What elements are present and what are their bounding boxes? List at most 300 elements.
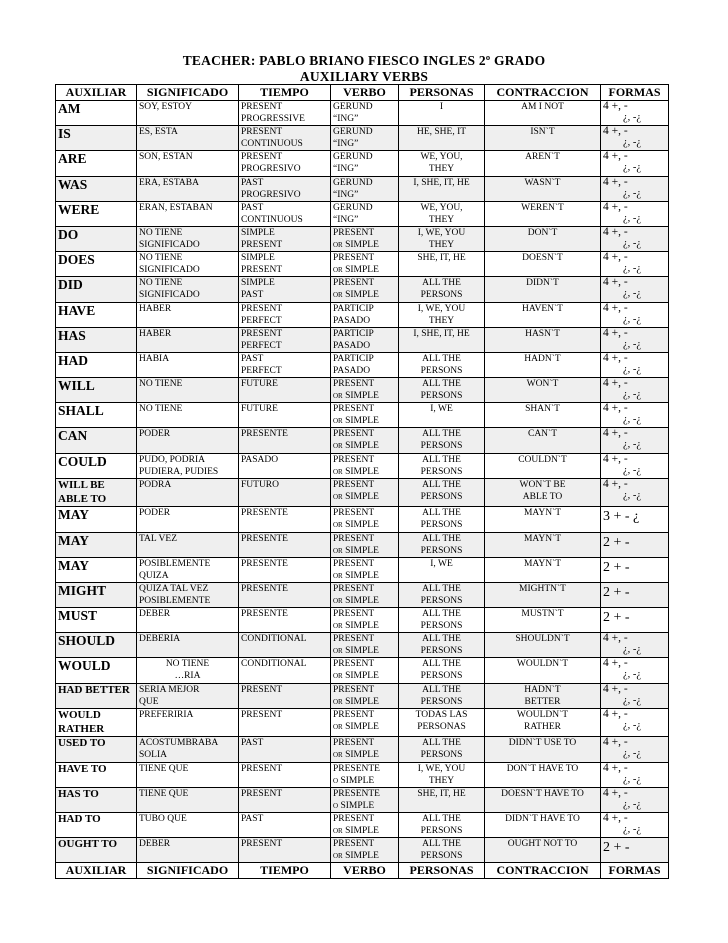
formas-cell-line: 4 +, - (603, 176, 628, 188)
formas-cell (601, 352, 669, 377)
formas-cell-line: ¿, -¿ (623, 313, 642, 325)
contraccion-cell (485, 812, 601, 837)
formas-cell (601, 812, 669, 837)
formas-cell (601, 428, 669, 453)
contraccion-cell (485, 708, 601, 737)
tiempo-cell (239, 101, 331, 126)
significado-cell-line: SON, ESTAN (139, 152, 193, 163)
significado-cell-line: DEBER (139, 609, 171, 620)
formas-cell-line: ¿, -¿ (623, 263, 642, 275)
significado-cell (137, 683, 239, 708)
personas-cell-line: PERSONAS (417, 721, 466, 732)
formas-cell-line: 4 +, - (603, 226, 628, 238)
contraccion-cell (485, 352, 601, 377)
formas-cell (601, 327, 669, 352)
formas-cell-line: ¿, -¿ (623, 669, 642, 681)
tiempo-cell (239, 683, 331, 708)
personas-cell (399, 176, 485, 201)
personas-cell-line: ALL THE (422, 479, 461, 490)
tiempo-cell-line: PAST (241, 202, 264, 213)
formas-cell-line: 4 +, - (603, 150, 628, 163)
significado-cell-line: ERA, ESTABA (139, 177, 199, 188)
significado-cell-line: NO TIENE (139, 404, 183, 415)
contraccion-cell-line: MAYN`T (523, 508, 562, 519)
auxiliar-cell: HAVE TO (56, 762, 137, 787)
tiempo-cell-line: PAST (241, 738, 264, 749)
significado-cell-line: SERIA MEJOR (139, 684, 200, 695)
formas-cell-line: 4 +, - (603, 352, 628, 364)
column-footer: AUXILIAR (56, 863, 137, 879)
verbo-cell-line: PRESENT (333, 839, 375, 850)
formas-cell (601, 226, 669, 251)
formas-cell-line: ¿, -¿ (623, 464, 642, 476)
tiempo-cell (239, 277, 331, 302)
verbo-cell-line: PASADO (333, 365, 371, 376)
contraccion-cell (485, 478, 601, 507)
contraccion-cell (485, 608, 601, 633)
column-footer: PERSONAS (399, 863, 485, 879)
contraccion-cell (485, 277, 601, 302)
formas-cell (601, 151, 669, 176)
significado-cell-line: TUBO QUE (139, 813, 187, 824)
personas-cell-line: ALL THE (422, 813, 461, 824)
tiempo-cell (239, 557, 331, 582)
verbo-cell (331, 151, 399, 176)
formas-cell-line: ¿, -¿ (623, 212, 642, 224)
significado-cell (137, 151, 239, 176)
significado-cell-line: SIGNIFICADO (139, 265, 200, 276)
personas-cell-line: SHE, IT, HE (417, 253, 466, 264)
auxiliar-cell: WERE (56, 201, 137, 226)
tiempo-cell-line: PRESENT (241, 328, 283, 339)
formas-cell-line: 2 + - (603, 610, 630, 626)
significado-cell (137, 277, 239, 302)
significado-cell (137, 101, 239, 126)
contraccion-cell (485, 151, 601, 176)
formas-cell-line: ¿, -¿ (623, 798, 642, 810)
personas-cell-line: ALL THE (422, 583, 461, 594)
table-row (56, 226, 669, 251)
auxiliar-cell: AM (56, 101, 137, 126)
personas-cell (399, 633, 485, 658)
formas-cell-line: 4 +, - (603, 708, 628, 720)
verbo-cell-line: O SIMPLE (333, 775, 375, 786)
verbo-cell (331, 428, 399, 453)
personas-cell-line: ALL THE (422, 278, 461, 289)
significado-cell (137, 557, 239, 582)
verbo-cell (331, 252, 399, 277)
verbo-cell (331, 403, 399, 428)
personas-cell (399, 327, 485, 352)
personas-cell (399, 428, 485, 453)
personas-cell (399, 507, 485, 532)
personas-cell-line: I, SHE, IT, HE (413, 328, 470, 339)
verbo-cell-line: GERUND (333, 152, 373, 163)
formas-cell (601, 582, 669, 607)
formas-cell (601, 176, 669, 201)
table-row (56, 708, 669, 737)
verbo-cell (331, 478, 399, 507)
personas-cell-line: ALL THE (422, 684, 461, 695)
tiempo-cell-line: PRESENTE (241, 533, 288, 544)
column-footer: TIEMPO (239, 863, 331, 879)
formas-cell-line: 4 +, - (603, 762, 628, 774)
contraccion-cell-line: WEREN`T (521, 202, 564, 213)
personas-cell-line: I, WE (430, 404, 453, 415)
verbo-cell (331, 352, 399, 377)
verbo-cell-line: OR SIMPLE (333, 750, 379, 761)
formas-cell-line: 4 +, - (603, 478, 628, 490)
contraccion-cell (485, 302, 601, 327)
document-subtitle: AUXILIARY VERBS (299, 69, 429, 84)
significado-cell (137, 838, 239, 863)
personas-cell (399, 453, 485, 478)
verbo-cell-line: OR SIMPLE (333, 851, 379, 862)
contraccion-cell-line: AM I NOT (521, 102, 564, 112)
formas-cell (601, 557, 669, 582)
verbo-cell (331, 453, 399, 478)
personas-cell (399, 226, 485, 251)
tiempo-cell-line: PRESENT (241, 102, 283, 112)
tiempo-cell-line: PRESENT (241, 684, 283, 695)
formas-cell-line: 4 +, - (603, 736, 628, 749)
tiempo-cell (239, 658, 331, 683)
tiempo-cell (239, 507, 331, 532)
verbo-cell-line: PARTICIP (333, 303, 374, 314)
significado-cell-line: NO TIENE (139, 278, 183, 289)
table-row (56, 633, 669, 658)
personas-cell-line: THEY (428, 315, 455, 326)
personas-cell-line: PERSONS (420, 696, 463, 707)
contraccion-cell-line: OUGHT NOT TO (507, 839, 578, 850)
formas-cell (601, 378, 669, 403)
table-row (56, 582, 669, 607)
table-row (56, 302, 669, 327)
contraccion-cell (485, 683, 601, 708)
personas-cell (399, 762, 485, 787)
auxiliar-cell: DO (56, 226, 137, 251)
verbo-cell-line: PRESENT (333, 738, 375, 749)
verbo-cell (331, 633, 399, 658)
personas-cell-line: PERSONS (420, 491, 463, 502)
table-row (56, 838, 669, 863)
table-row (56, 428, 669, 453)
verbo-cell (331, 737, 399, 762)
contraccion-cell-line: HADN`T (524, 353, 561, 364)
auxiliary-verbs-table (55, 84, 669, 879)
verbo-cell-line: PARTICIP (333, 328, 374, 339)
verbo-cell-line: OR SIMPLE (333, 520, 379, 531)
significado-cell-line: PUDO, PODRIA (139, 454, 205, 465)
column-footer: FORMAS (601, 863, 669, 879)
tiempo-cell (239, 812, 331, 837)
auxiliar-cell: IS (56, 126, 137, 151)
significado-cell (137, 201, 239, 226)
formas-cell-line: 4 +, - (603, 657, 628, 670)
significado-cell-line: HABER (139, 328, 172, 339)
verbo-cell-line: PRESENT (333, 533, 375, 544)
tiempo-cell-line: PERFECT (241, 365, 282, 376)
verbo-cell (331, 683, 399, 708)
tiempo-cell (239, 176, 331, 201)
verbo-cell (331, 787, 399, 812)
tiempo-cell-line: PASADO (241, 454, 279, 465)
significado-cell (137, 478, 239, 507)
personas-cell-line: ALL THE (422, 454, 461, 465)
verbo-cell-line: PRESENT (333, 253, 375, 264)
column-header: AUXILIAR (56, 85, 137, 101)
formas-cell-line: 2 + - (603, 840, 630, 856)
contraccion-cell-line: COULDN`T (518, 454, 567, 465)
column-footer: SIGNIFICADO (137, 863, 239, 879)
tiempo-cell (239, 838, 331, 863)
significado-cell-line: PUDIERA, PUDIES (139, 466, 219, 477)
tiempo-cell-line: PERFECT (241, 315, 282, 326)
personas-cell (399, 708, 485, 737)
tiempo-cell-line: CONDITIONAL (241, 659, 307, 670)
table-row (56, 812, 669, 837)
personas-cell-line: PERSONS (420, 671, 463, 682)
significado-cell (137, 787, 239, 812)
formas-cell-line: ¿, -¿ (623, 644, 642, 656)
formas-cell (601, 762, 669, 787)
table-row (56, 507, 669, 532)
tiempo-cell (239, 201, 331, 226)
formas-cell-line: 4 +, - (603, 402, 628, 415)
verbo-cell-line: OR SIMPLE (333, 441, 379, 452)
personas-cell-line: SHE, IT, HE (417, 788, 466, 799)
auxiliar-cell: DOES (56, 252, 137, 277)
contraccion-cell (485, 403, 601, 428)
verbo-cell (331, 557, 399, 582)
significado-cell-line: ES, ESTA (139, 127, 178, 138)
verbo-cell-line: PRESENT (333, 508, 375, 519)
significado-cell-line: POSIBLEMENTE (139, 595, 211, 606)
auxiliar-cell: SHALL (56, 403, 137, 428)
verbo-cell-line: OR SIMPLE (333, 239, 379, 250)
tiempo-cell-line: PRESENT (241, 763, 283, 774)
contraccion-cell-line: DON`T (527, 227, 558, 238)
personas-cell (399, 658, 485, 683)
column-footer: VERBO (331, 863, 399, 879)
significado-cell (137, 378, 239, 403)
verbo-cell-line: OR SIMPLE (333, 290, 379, 301)
formas-cell (601, 787, 669, 812)
contraccion-cell-line: HADN`T (524, 684, 561, 695)
personas-cell-line: PERSONS (420, 595, 463, 606)
tiempo-cell-line: PROGRESIVO (241, 189, 301, 200)
tiempo-cell-line: PRESENT (241, 265, 283, 276)
auxiliar-cell: HAD (56, 352, 137, 377)
contraccion-cell-line: HAVEN`T (522, 303, 563, 314)
contraccion-cell-line: SHOULDN`T (515, 634, 570, 645)
formas-cell-line: 4 +, - (603, 787, 628, 799)
verbo-cell-line: GERUND (333, 127, 373, 138)
table-row (56, 787, 669, 812)
significado-cell (137, 737, 239, 762)
verbo-cell-line: PRESENT (333, 479, 375, 490)
tiempo-cell-line: CONTINUOUS (241, 214, 303, 225)
personas-cell-line: PERSONS (420, 646, 463, 657)
contraccion-cell (485, 101, 601, 126)
verbo-cell-line: GERUND (333, 102, 373, 112)
significado-cell (137, 582, 239, 607)
personas-cell-line: I, WE (430, 558, 453, 569)
contraccion-cell-line: BETTER (524, 696, 561, 707)
formas-cell-line: 4 +, - (603, 201, 628, 213)
column-footer: CONTRACCION (485, 863, 601, 879)
verbo-cell-line: “ING” (333, 164, 359, 175)
auxiliar-cell: WILL BE ABLE TO (56, 478, 137, 507)
formas-cell-line: 4 +, - (603, 251, 628, 264)
verbo-cell (331, 812, 399, 837)
formas-cell-line: ¿, -¿ (623, 112, 642, 123)
verbo-cell (331, 277, 399, 302)
verbo-cell (331, 101, 399, 126)
tiempo-cell (239, 608, 331, 633)
formas-cell (601, 633, 669, 658)
formas-cell (601, 252, 669, 277)
auxiliar-cell: WOULD (56, 658, 137, 683)
tiempo-cell (239, 302, 331, 327)
formas-cell (601, 683, 669, 708)
tiempo-cell-line: PRESENTE (241, 558, 288, 569)
personas-cell (399, 126, 485, 151)
significado-cell-line: DEBER (139, 839, 171, 850)
verbo-cell-line: PASADO (333, 315, 371, 326)
contraccion-cell-line: WOULDN`T (516, 709, 569, 720)
verbo-cell-line: PRESENT (333, 709, 375, 720)
tiempo-cell-line: SIMPLE (241, 253, 275, 264)
tiempo-cell (239, 226, 331, 251)
tiempo-cell (239, 478, 331, 507)
significado-cell-line: PODRA (139, 479, 172, 490)
formas-cell-line: 4 +, - (603, 377, 628, 390)
significado-cell-line: SIGNIFICADO (139, 290, 200, 301)
table-row (56, 557, 669, 582)
formas-cell (601, 532, 669, 557)
significado-cell-line: NO TIENE (165, 659, 210, 670)
verbo-cell-line: PRESENT (333, 454, 375, 465)
auxiliar-cell: MAY (56, 557, 137, 582)
significado-cell-line: …RIA (174, 671, 201, 682)
personas-cell-line: ALL THE (422, 738, 461, 749)
tiempo-cell-line: PRESENT (241, 788, 283, 799)
formas-cell (601, 453, 669, 478)
formas-cell (601, 658, 669, 683)
personas-cell-line: WE, YOU, (420, 202, 463, 213)
auxiliar-cell: SHOULD (56, 633, 137, 658)
verbo-cell-line: OR SIMPLE (333, 416, 379, 427)
formas-cell-line: 4 +, - (603, 632, 628, 645)
verbo-cell-line: PASADO (333, 340, 371, 351)
significado-cell-line: SOLIA (139, 750, 167, 761)
formas-cell (601, 403, 669, 428)
personas-cell-line: PERSONS (420, 750, 463, 761)
contraccion-cell-line: HASN`T (525, 328, 560, 339)
personas-cell-line: I, WE, YOU (417, 763, 466, 774)
table-footer-row (56, 863, 669, 879)
auxiliar-cell: HAD TO (56, 812, 137, 837)
verbo-cell-line: OR SIMPLE (333, 545, 379, 556)
auxiliar-cell: HAS TO (56, 787, 137, 812)
verbo-cell-line: PRESENTE (333, 763, 380, 774)
verbo-cell (331, 126, 399, 151)
tiempo-cell-line: PRESENT (241, 303, 283, 314)
personas-cell (399, 252, 485, 277)
verbo-cell-line: OR SIMPLE (333, 570, 379, 581)
tiempo-cell (239, 126, 331, 151)
table-row (56, 352, 669, 377)
verbo-cell-line: PRESENT (333, 404, 375, 415)
verbo-cell-line: OR SIMPLE (333, 696, 379, 707)
tiempo-cell (239, 151, 331, 176)
personas-cell (399, 101, 485, 126)
column-header: SIGNIFICADO (137, 85, 239, 101)
personas-cell-line: WE, YOU, (420, 152, 463, 163)
personas-cell-line: PERSONS (420, 441, 463, 452)
tiempo-cell-line: PROGRESSIVE (241, 114, 305, 124)
formas-cell-line: 4 +, - (603, 302, 628, 314)
personas-cell-line: PERSONS (420, 851, 463, 862)
verbo-cell (331, 176, 399, 201)
formas-cell (601, 478, 669, 507)
contraccion-cell-line: WON`T BE (519, 479, 566, 490)
tiempo-cell-line: PAST (241, 290, 264, 301)
tiempo-cell (239, 403, 331, 428)
table-row (56, 327, 669, 352)
tiempo-cell-line: PRESENTE (241, 429, 288, 440)
formas-cell-line: ¿, -¿ (623, 823, 642, 835)
personas-cell-line: ALL THE (422, 533, 461, 544)
verbo-cell (331, 226, 399, 251)
table-row (56, 658, 669, 683)
verbo-cell (331, 582, 399, 607)
significado-cell-line: QUIZA TAL VEZ (139, 583, 209, 594)
formas-cell-line: ¿, -¿ (623, 187, 642, 199)
table-row (56, 252, 669, 277)
auxiliar-cell: OUGHT TO (56, 838, 137, 863)
verbo-cell-line: PRESENT (333, 813, 375, 824)
tiempo-cell-line: SIMPLE (241, 227, 275, 238)
formas-cell-line: 4 +, - (603, 812, 628, 824)
formas-cell (601, 101, 669, 126)
auxiliar-cell: HAD BETTER (56, 683, 137, 708)
formas-cell-line: ¿, -¿ (623, 288, 642, 300)
verbo-cell-line: O SIMPLE (333, 800, 375, 811)
auxiliar-cell: WOULD RATHER (56, 708, 137, 737)
significado-cell (137, 226, 239, 251)
significado-cell (137, 252, 239, 277)
contraccion-cell-line: AREN`T (525, 152, 560, 163)
personas-cell-line: PERSONS (420, 545, 463, 556)
column-header: TIEMPO (239, 85, 331, 101)
contraccion-cell (485, 532, 601, 557)
table-row (56, 126, 669, 151)
column-header: CONTRACCION (485, 85, 601, 101)
personas-cell-line: THEY (428, 239, 455, 250)
verbo-cell (331, 327, 399, 352)
significado-cell (137, 532, 239, 557)
personas-cell-line: HE, SHE, IT (416, 127, 467, 138)
contraccion-cell (485, 428, 601, 453)
significado-cell (137, 507, 239, 532)
tiempo-cell-line: PRESENTE (241, 583, 288, 594)
tiempo-cell-line: SIMPLE (241, 278, 275, 289)
auxiliar-cell: MAY (56, 532, 137, 557)
personas-cell-line: ALL THE (422, 429, 461, 440)
formas-cell (601, 737, 669, 762)
